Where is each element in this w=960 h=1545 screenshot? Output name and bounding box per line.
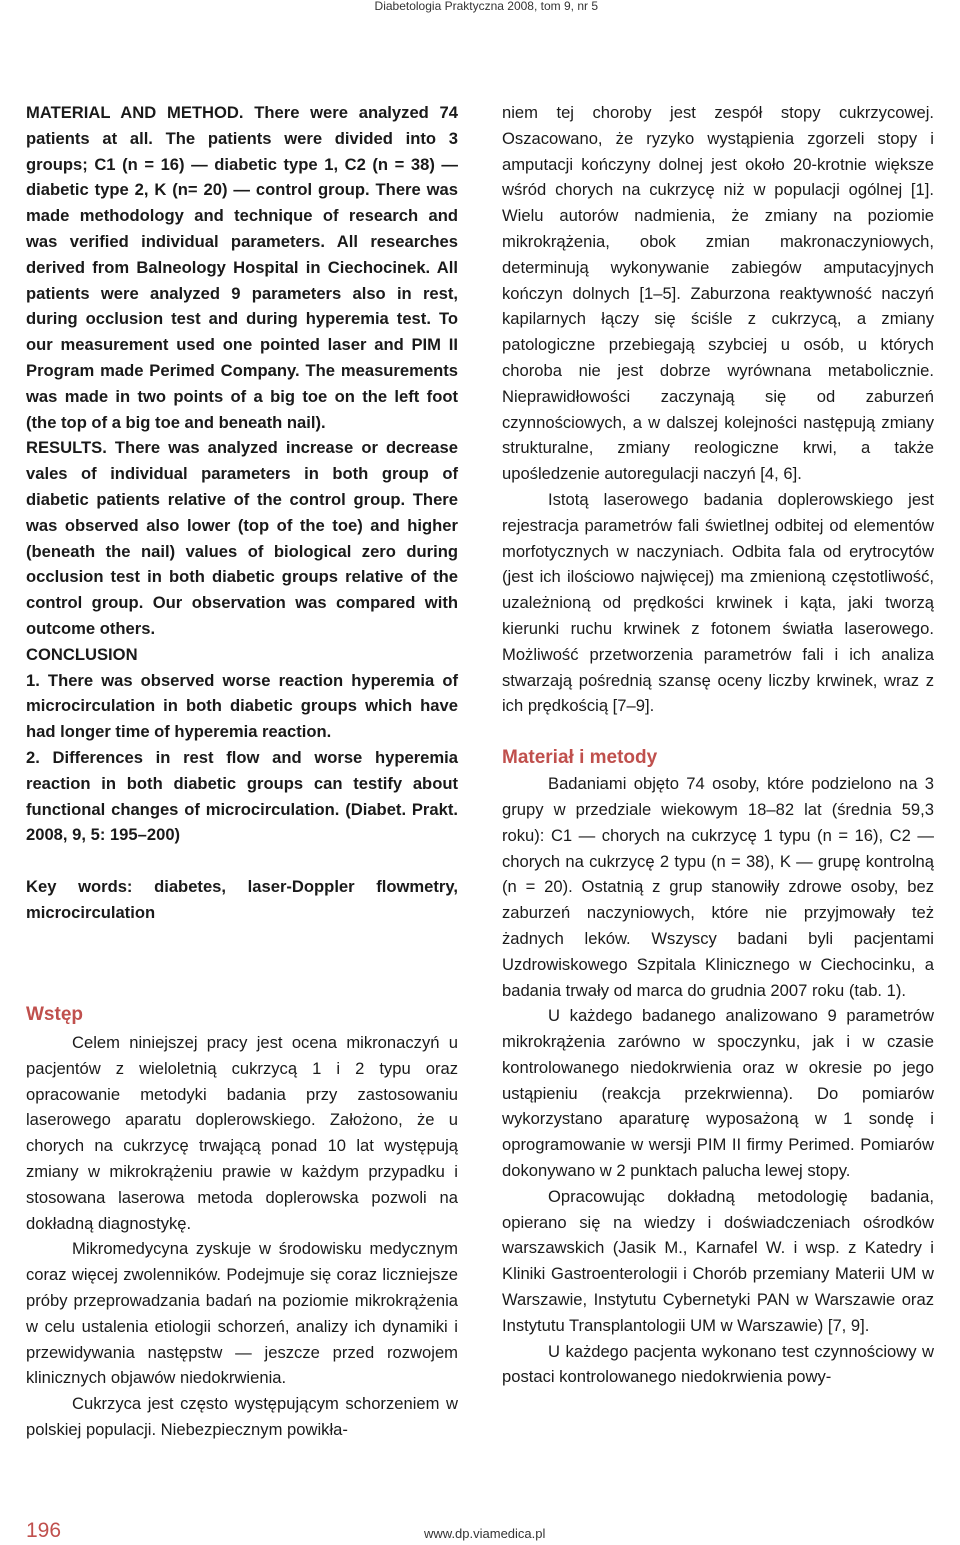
wstep-body xyxy=(26,1030,458,1443)
section-heading-wstep: Wstęp xyxy=(26,1004,83,1025)
abstract xyxy=(26,100,458,926)
abstract-results: RESULTS. There was analyzed increase or decrease vales of individual parameters in both group of diabetic patients relative of the control group. There was observed also lower (top of the toe) and higher (beneath the nail) values of biological zero during occlusion test in both diabetic groups relative of the control group. Our observation was compared with outcome others. xyxy=(26,438,458,638)
wstep-paragraph-3: Cukrzyca jest często występującym schorzeniem w polskiej populacji. Niebezpiecznym powikła- xyxy=(26,1394,458,1439)
section-heading-materials: Materiał i metody xyxy=(502,747,658,769)
footer-url[interactable]: www.dp.viamedica.pl xyxy=(424,1526,546,1541)
right-paragraph-3: Badaniami objęto 74 osoby, które podzielono na 3 grupy w przedziale wiekowym 18–82 lat (średnia 59,3 roku): C1 — chorych na cukrzycę 1 typu (n = 16), C2 — chorych na cukrzycę 2 typu (n = 38), K — grupę kontrolną (n = 20). Ostatnią z grup stanowiły zdrowe osoby, bez zaburzeń naczyniowych, które nie przyjmowały też żadnych leków. Wszyscy badani byli pacjentami Uzdrowiskowego Szpitala Klinicznego w Ciechocinku, a badania trwały od marca do grudnia 2007 roku (tab. 1). xyxy=(502,774,934,1000)
abstract-methods: MATERIAL AND METHOD. There were analyzed 74 patients at all. The patients were divided into 3 groups; C1 (n = 16) — diabetic type 1, C2 (n = 38) — diabetic type 2, K (n= 20) — control group. There was made methodology and technique of research and was verified individual parameters. All researches derived from Balneology Hospital in Ciechocinek. All patients were analyzed 9 parameters also in rest, during occlusion test and during hyperemia test. To our measurement used one pointed laser and PIM II Program made Perimed Company. The measurements was made in two points of a big toe on the left foot (the top of a big toe and beneath nail). xyxy=(26,103,458,432)
right-paragraph-6: U każdego pacjenta wykonano test czynnościowy w postaci kontrolowanego niedokrwienia powy- xyxy=(502,1341,934,1387)
running-head: Diabetologia Praktyczna 2008, tom 9, nr 5 xyxy=(374,0,598,13)
right-column xyxy=(502,100,934,1390)
right-paragraph-2: Istotą laserowego badania doplerowskiego jest rejestracja parametrów fali świetlnej odbitej od elementów morfotycznych w naczyniach. Odbita fala od erytrocytów (jest ich ilościowo najwięcej) ma zmienioną częstotliwość, uzależnioną od prędkości krwinek i kąta, jaki tworzą kierunki ruchu krwinek z fotonem światła laserowego. Możliwość przetworzenia parametrów fali i ich analiza stwarzają pośrednią szansę oceny liczby krwinek, wraz z ich prędkością [7–9]. xyxy=(502,489,934,716)
right-paragraph-1: niem tej choroby jest zespół stopy cukrzycowej. Oszacowano, że ryzyko wystąpienia zgorzeli stopy i amputacji kończyny dolnej jest około 20-krotnie większe wśród chorych na cukrzycę niż w populacji ogólnej [1]. Wielu autorów nadmienia, że zmiany na poziomie mikrokrążenia, obok zmian makronaczyniowych, determinują wykonywanie zabiegów amputacyjnych kończyn dolnych [1–5]. Zaburzona reaktywność naczyń kapilarnych łączy się ściśle z cukrzycą, a zmiany patologiczne przebiegają szybciej u osób, u których choroba nie jest dobrze wyrównana metabolicznie. Nieprawidłowości zaczynają się od zaburzeń czynnościowych, a w dalszej kolejności następują zmiany strukturalne, zmiany reologiczne krwi, a także upośledzenie autoregulacji naczyń [4, 6]. xyxy=(502,103,934,484)
right-paragraph-4: U każdego badanego analizowano 9 parametrów mikrokrążenia zarówno w spoczynku, jak i w czasie kontrolowanego niedokrwienia oraz w okresie po jego ustąpieniu (reakcja przekrwienna). Do pomiarów wykorzystano aparaturę wyposażoną w 1 sondę i oprogramowanie w wersji PIM II firmy Perimed. Pomiarów dokonywano w 2 punktach palucha lewej stopy. xyxy=(502,1006,934,1181)
keywords: Key words: diabetes, laser-Doppler flowmetry, microcirculation xyxy=(26,877,458,922)
abstract-conclusion-2: 2. Differences in rest flow and worse hyperemia reaction in both diabetic groups can testify about functional changes of microcirculation. (Diabet. Prakt. 2008, 9, 5: 195–200) xyxy=(26,747,458,845)
abstract-conclusion-1: 1. There was observed worse reaction hyperemia of microcirculation in both diabetic groups which have had longer time of hyperemia reaction. xyxy=(26,670,458,742)
wstep-paragraph-2: Mikromedycyna zyskuje w środowisku medycznym coraz więcej zwolenników. Podejmuje się coraz liczniejsze próby przeprowadzania badań na poziomie mikrokrążenia w celu ustalenia etiologii schorzeń, analizy ich dynamiki i przewidywania następstw — jeszcze przed rozwojem klinicznych objawów niedokrwienia. xyxy=(26,1239,458,1388)
right-paragraph-5: Opracowując dokładną metodologię badania, opierano się na wiedzy i doświadczeniach ośrodków warszawskich (Jasik M., Karnafel W. i wsp. z Katedry i Kliniki Gastroenterologii i Chorób przemiany Materii UM w Warszawie, Instytutu Cybernetyki PAN w Warszawie oraz Instytutu Transplantologii UM w Warszawie) [7, 9]. xyxy=(502,1186,934,1335)
abstract-conclusion-heading: CONCLUSION xyxy=(26,644,138,664)
page-number: 196 xyxy=(26,1519,62,1542)
wstep-paragraph-1: Celem niniejszej pracy jest ocena mikronaczyń u pacjentów z wieloletnią cukrzycą 1 i 2 typu oraz opracowanie metodyki badania przy zastosowaniu laserowego aparatu doplerowskiego. Założono, że u chorych na cukrzycę trwającą ponad 10 lat występują zmiany w mikrokrążeniu prawie w każdym przypadku i stosowana laserowa metoda doplerowska pozwoli na dokładną diagnostykę. xyxy=(26,1033,458,1233)
